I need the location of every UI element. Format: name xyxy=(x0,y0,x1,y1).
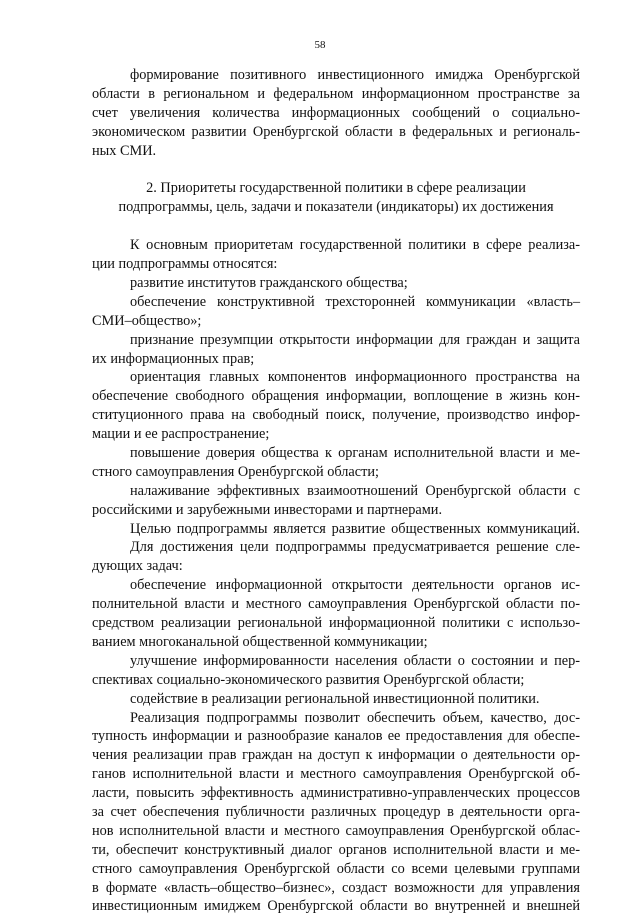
text-line: повышение доверия общества к органам исполнительной власти и ме- xyxy=(130,445,580,462)
text-line: ориентация главных компонентов информационного пространства на xyxy=(130,369,580,386)
text-line: содействие в реализации региональной инвестиционной политики. xyxy=(130,690,540,707)
text-line: Целью подпрограммы является развитие общественных коммуникаций. xyxy=(130,520,580,537)
text-line: ганов исполнительной власти и местного самоуправления Оренбургской об- xyxy=(92,766,580,783)
text-line: чения реализации прав граждан на доступ к информации о деятельности ор- xyxy=(92,747,580,764)
text-line: дующих задач: xyxy=(92,558,183,575)
text-line: мации и ее распространение; xyxy=(92,426,270,443)
text-line: спективах социально-экономического развития Оренбургской области; xyxy=(92,671,525,688)
text-line: в формате «власть–общество–бизнес», создаст возможности для управления xyxy=(92,879,580,896)
text-line: полнительной власти и местного самоуправления Оренбургской области по- xyxy=(92,596,580,613)
text-line: налаживание эффективных взаимоотношений Оренбургской области с xyxy=(130,482,580,499)
text-line: Для достижения цели подпрограммы предусматривается решение сле- xyxy=(130,539,580,556)
text-line: нов исполнительной власти и местного самоуправления Оренбургской облас- xyxy=(92,822,580,839)
text-line: ституционного права на свободный поиск, получение, производство инфор- xyxy=(92,407,580,424)
text-line: российскими и зарубежными инвесторами и партнерами. xyxy=(92,501,443,518)
text-line: стного самоуправления Оренбургской области со всеми целевыми группами xyxy=(92,860,580,877)
text-line: обеспечение конструктивной трехсторонней коммуникации «власть– xyxy=(130,293,580,310)
text-line: их информационных прав; xyxy=(92,350,255,367)
section-heading: 2. Приоритеты государственной политики в сфере реализации xyxy=(146,180,526,197)
text-line: инвестиционным имиджем Оренбургской области во внутренней и внешней xyxy=(92,898,580,915)
text-line: СМИ–общество»; xyxy=(92,312,202,329)
text-line: тупность информации и разнообразие каналов ее предоставления для обеспе- xyxy=(92,728,580,745)
text-line: Реализация подпрограммы позволит обеспечить объем, качество, дос- xyxy=(130,709,580,726)
text-line: экономическом развитии Оренбургской области в федеральных и региональ- xyxy=(92,123,580,140)
text-line: ласти, повысить эффективность административно-управленческих процессов xyxy=(92,785,580,802)
text-line: ции подпрограммы относятся: xyxy=(92,256,278,273)
text-line: стного самоуправления Оренбургской области; xyxy=(92,463,379,480)
text-line: ных СМИ. xyxy=(92,142,157,159)
text-line: К основным приоритетам государственной политики в сфере реализа- xyxy=(130,237,580,254)
text-line: обеспечение информационной открытости деятельности органов ис- xyxy=(130,577,580,594)
text-line: области в региональном и федеральном информационном пространстве за xyxy=(92,85,580,102)
section-heading: подпрограммы, цель, задачи и показатели (индикаторы) их достижения xyxy=(118,199,554,216)
text-line: средством реализации региональной информационной политики с использо- xyxy=(92,615,580,632)
text-line: развитие институтов гражданского общества; xyxy=(130,275,408,292)
text-line: признание презумпции открытости информации для граждан и защита xyxy=(130,331,580,348)
text-line: обеспечение свободного обращения информации, воплощение в жизнь кон- xyxy=(92,388,580,405)
document-body xyxy=(92,66,580,916)
text-line: за счет обеспечения публичности различных процедур в деятельности орга- xyxy=(92,803,580,820)
page-number: 58 xyxy=(314,39,326,51)
text-line: счет увеличения количества информационных сообщений о социально- xyxy=(92,104,580,121)
text-line: ванием многоканальной общественной коммуникации; xyxy=(92,633,428,650)
text-line: формирование позитивного инвестиционного имиджа Оренбургской xyxy=(130,67,580,83)
text-line: улучшение информированности населения области о состоянии и пер- xyxy=(130,652,580,669)
text-line: ти, обеспечит конструктивный диалог органов исполнительной власти и ме- xyxy=(92,841,580,858)
